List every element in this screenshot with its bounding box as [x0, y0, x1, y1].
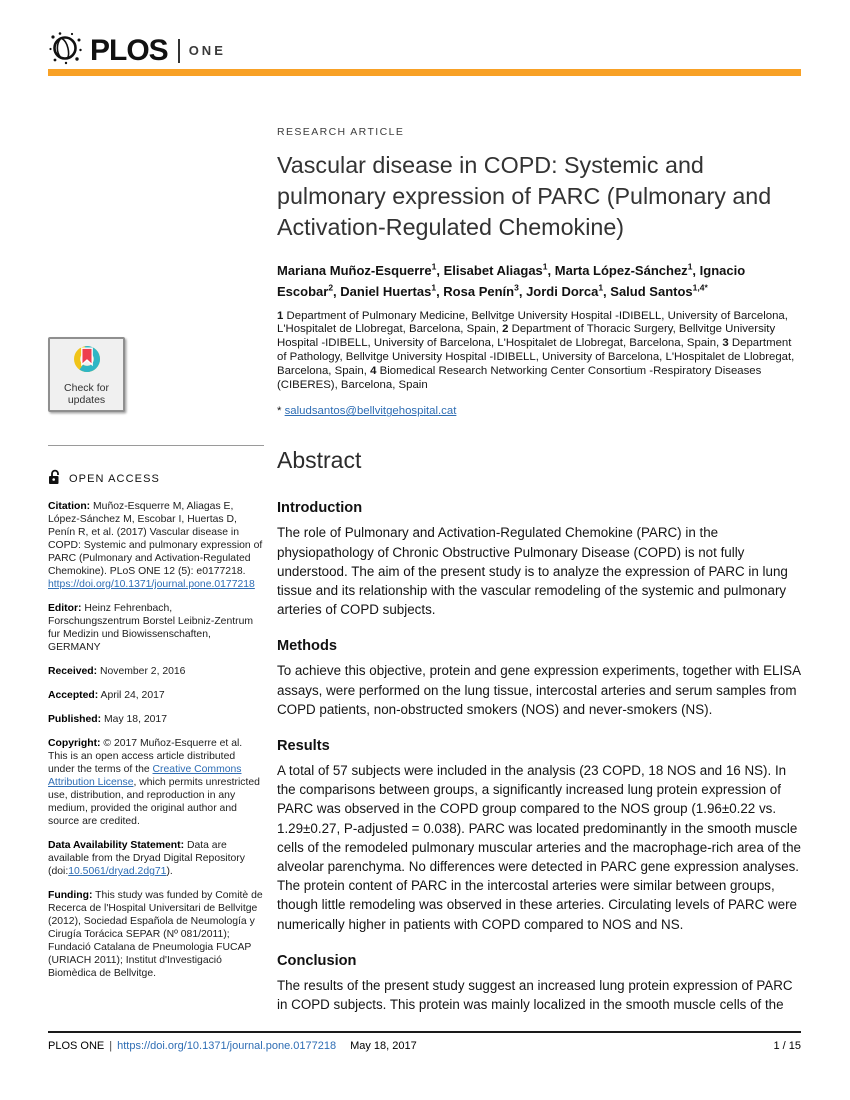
plos-globe-icon [48, 30, 84, 71]
plos-wordmark: PLOS [90, 33, 168, 67]
section-text-introduction: The role of Pulmonary and Activation-Regulated Chemokine (PARC) in the physiopathology of Chronic Obstructive Pulmonary Disease (COPD) is not fully understood. The aim of the present study is to analyze the expression of PARC in lung tissue and its relationship with the vascular remodeling of the systemic and pulmonary arteries of COPD subjects. [277, 525, 788, 618]
sidebar [48, 337, 264, 980]
section-heading-methods: Methods [277, 638, 337, 655]
citation-label: Citation: [48, 501, 91, 512]
author: Daniel Huertas$^1$, [340, 282, 444, 299]
editor-text: Heinz Fehrenbach, Forschungszentrum Borstel Leibniz-Zentrum fur Medizin und Biowissenschaften, GERMANY [48, 603, 254, 653]
author: Mariana Muñoz-Esquerre$^1$, [277, 262, 444, 279]
citation-doi-link[interactable]: https://doi.org/10.1371/journal.pone.0177218 [48, 579, 255, 590]
author: Elisabet Aliagas$^1$, [443, 262, 555, 279]
cc-license-link[interactable]: Creative Commons Attribution License [48, 764, 242, 788]
journal-masthead [48, 30, 226, 71]
data-availability-before: Data are available from the Dryad Digital Repository (doi: [48, 840, 245, 877]
footer-date: May 18, 2017 [350, 1040, 417, 1052]
check-for-updates-button[interactable] [48, 337, 125, 412]
author: Salud Santos$^{1,4*}$ [610, 282, 708, 299]
affiliation-list: 1 Department of Pulmonary Medicine, Bellvitge University Hospital -IDIBELL, University of Barcelona, L'Hospitalet de Llobregat, Barcelona, Spain, 2 Department of Thoracic Surgery, Bellvitge University Hospital -IDIBELL, University of Barcelona, L'Hospitalet de Llobregat, Barcelona, Spain, 3 Department of Pathology, Bellvitge University Hospital -IDIBELL, University of Barcelona, L'Hospitalet de Llobregat, Barcelona, Spain, 4 Biomedical Research Networking Center Consortium -Respiratory Diseases (CIBERES), Barcelona, Spain [277, 309, 795, 391]
funding-label: Funding: [48, 890, 93, 901]
author: Jordi Dorca$^1$, [526, 282, 611, 299]
accepted-date: April 24, 2017 [98, 690, 165, 701]
check-updates-label: Check for updates [64, 382, 109, 406]
citation-block [48, 500, 264, 591]
footer-doi-link[interactable]: https://doi.org/10.1371/journal.pone.0177218 [117, 1040, 337, 1052]
citation-text: Muñoz-Esquerre M, Aliagas E, López-Sánchez M, Escobar I, Huertas D, Penín R, et al. (2017) Vascular disease in COPD: Systemic and pulmonary expression of PARC (Pulmonary and Activation-Regulated Chemokine). PLoS ONE 12 (5): e0177218. [48, 501, 263, 577]
published-label: Published: [48, 714, 102, 725]
author: Ignacio Escobar$^2$, [277, 263, 746, 299]
corresponding-email-line [277, 405, 801, 417]
received-date: November 2, 2016 [97, 666, 186, 677]
sidebar-divider [48, 445, 264, 446]
received-label: Received: [48, 666, 98, 677]
section-heading-conclusion: Conclusion [277, 952, 357, 969]
corresponding-email-link[interactable]: saludsantos@bellvitgehospital.cat [284, 405, 457, 418]
copyright-text-before: © 2017 Muñoz-Esquerre et al. This is an open access article distributed under the terms of the [48, 738, 243, 775]
data-availability-block [48, 839, 264, 878]
email-marker: * [277, 405, 282, 418]
section-text-results: A total of 57 subjects were included in the analysis (23 COPD, 18 NOS and 16 NS). In the comparisons between groups, a significantly increased lung protein expression of PARC was observed in the COPD group compared to the NOS group (1.96±0.22 vs. 1.29±0.27, P-adjusted = 0.038). PARC was located predominantly in the smooth muscle cells of the remodeled pulmonary muscular arteries and the macrophage-rich area of the alveolar parenchyma. No differences were detected in PARC gene expression analyses. The protein content of PARC in the intercostal arteries were similar between groups, though little remodeling was observed in these arteries. Circulating levels of PARC were numerically higher in patients with COPD compared to NOS and NS. [277, 763, 801, 932]
open-lock-icon [48, 469, 62, 489]
footer-left [48, 1040, 417, 1052]
data-availability-label: Data Availability Statement: [48, 840, 185, 851]
abstract-heading: Abstract [277, 447, 362, 474]
funding-block [48, 889, 264, 980]
logo-divider [178, 39, 180, 63]
copyright-label: Copyright: [48, 738, 101, 749]
published-block [48, 713, 264, 726]
copyright-text-after: , which permits unrestricted use, distribution, and reproduction in any medium, provided the original author and source are credited. [48, 777, 260, 827]
article-title: Vascular disease in COPD: Systemic and pulmonary expression of PARC (Pulmonary and Activation-Regulated Chemokine) [277, 152, 772, 240]
section-heading-results: Results [277, 738, 330, 755]
header-accent-bar [48, 69, 801, 76]
funding-text: This study was funded by Comitè de Recerca de l'Hospital Universitari de Bellvitge (2012), Sociedad Española de Neumología y Cirugía Torácica SEPAR (Nº 081/2011); Fundació Catalana de Pneumologia FUCAP (URIACH 2011); Institut d'Investigació Biomèdica de Bellvitge. [48, 890, 263, 979]
footer-journal-name: PLOS ONE [48, 1040, 105, 1052]
author: Marta López-Sánchez$^1$, [554, 262, 700, 279]
accepted-label: Accepted: [48, 690, 99, 701]
article-type-kicker: RESEARCH ARTICLE [277, 126, 405, 138]
section-text-methods: To achieve this objective, protein and gene expression experiments, together with ELISA assays, were performed on the lung tissue, intercostal arteries and serum samples from COPD patients, non-obstructed smokers (NOS) and never-smokers (NS). [277, 663, 801, 717]
check-updates-icon [70, 343, 104, 381]
main-column [277, 126, 801, 1014]
published-date: May 18, 2017 [101, 714, 167, 725]
author-list [277, 259, 801, 300]
editor-block [48, 602, 264, 654]
footer-separator: | [109, 1040, 113, 1052]
dryad-doi-link[interactable]: 10.5061/dryad.2dg71 [68, 866, 167, 877]
author: Rosa Penín$^3$, [443, 282, 527, 299]
editor-label: Editor: [48, 603, 82, 614]
one-wordmark: ONE [188, 43, 226, 58]
page-footer [48, 1031, 801, 1052]
page-number: 1 / 15 [773, 1040, 801, 1052]
data-availability-after: ). [166, 866, 173, 877]
open-access-label: OPEN ACCESS [69, 472, 160, 485]
section-text-conclusion: The results of the present study suggest an increased lung protein expression of PARC in COPD subjects. This protein was mainly localized in the smooth muscle cells of the [277, 977, 793, 1013]
accepted-block [48, 689, 264, 702]
open-access-row [48, 469, 264, 489]
copyright-block [48, 737, 264, 828]
section-heading-introduction: Introduction [277, 500, 363, 517]
received-block [48, 665, 264, 678]
